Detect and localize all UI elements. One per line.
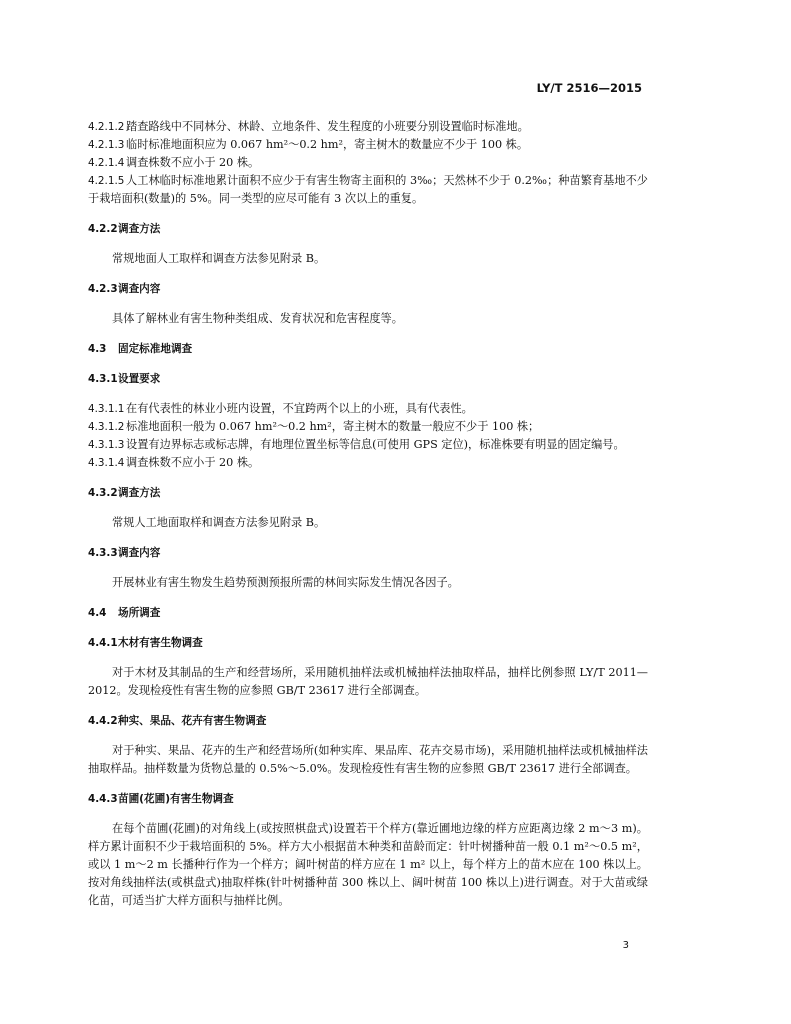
heading-title: 种实、果品、花卉有害生物调查 [118, 715, 267, 727]
clause-text: 调查株数不应小于 20 株。 [126, 456, 260, 469]
clause-text: 调查株数不应小于 20 株。 [126, 156, 260, 169]
clause-text: 在有代表性的林业小班内设置，不宜跨两个以上的小班，具有代表性。 [126, 402, 473, 415]
heading-number: 4.2.3 [88, 283, 118, 295]
heading-4-3-3 [88, 544, 648, 562]
heading-number: 4.4.3 [88, 793, 118, 805]
paragraph-4-4-3: 在每个苗圃(花圃)的对角线上(或按照棋盘式)设置若干个样方(靠近圃地边缘的样方应距离边缘 2 m～3 m)。样方累计面积不少于栽培面积的 5%。样方大小根据苗木种类和苗龄而定：针叶树播种苗一般 0.1 m²～0.5 m²，或以 1 m～2 m 长播种行作为一个样方；阔叶树苗的样方应在 1 m² 以上，每个样方上的苗木应在 100 株以上。按对角线抽样法(或棋盘式)抽取样株(针叶树播种苗 300 株以上、阔叶树苗 100 株以上)进行调查。对于大苗或绿化苗，可适当扩大样方面积与抽样比例。 [88, 822, 648, 907]
heading-title: 调查方法 [118, 487, 161, 499]
heading-4-4-2 [88, 712, 648, 730]
heading-4-4-1 [88, 634, 648, 652]
standard-code: LY/T 2516—2015 [536, 81, 642, 95]
clause-item [88, 436, 648, 454]
heading-title: 设置要求 [118, 373, 161, 385]
page-number: 3 [622, 940, 629, 951]
heading-number: 4.4.1 [88, 637, 118, 649]
heading-4-2-2 [88, 220, 648, 238]
heading-number: 4.3.3 [88, 547, 118, 559]
clause-text: 设置有边界标志或标志牌，有地理位置坐标等信息(可使用 GPS 定位)，标准株要有明显的固定编号。 [126, 438, 625, 451]
paragraph-4-3-3: 开展林业有害生物发生趋势预测预报所需的林间实际发生情况各因子。 [112, 576, 459, 589]
heading-title: 调查内容 [118, 283, 161, 295]
clause-text: 临时标准地面积应为 0.067 hm²～0.2 hm²，寄主树木的数量应不少于 100 株。 [126, 138, 529, 151]
heading-title: 苗圃(花圃)有害生物调查 [118, 793, 234, 805]
heading-title: 木材有害生物调查 [118, 637, 203, 649]
heading-title: 场所调查 [118, 607, 161, 619]
heading-number: 4.4.2 [88, 715, 118, 727]
clause-item [88, 118, 648, 136]
clause-number: 4.3.1.2 [88, 421, 125, 433]
heading-4-2-3 [88, 280, 648, 298]
heading-4-3 [88, 340, 648, 358]
heading-title: 调查内容 [118, 547, 161, 559]
clause-number: 4.2.1.5 [88, 175, 125, 187]
clause-list-4-3-1 [88, 400, 648, 472]
heading-number: 4.3.1 [88, 373, 118, 385]
document-body [88, 118, 648, 922]
heading-4-3-2 [88, 484, 648, 502]
clause-item [88, 136, 648, 154]
heading-number: 4.3.2 [88, 487, 118, 499]
clause-number: 4.3.1.4 [88, 457, 125, 469]
paragraph-4-2-2: 常规地面人工取样和调查方法参见附录 B。 [112, 252, 326, 265]
clause-text: 踏查路线中不同林分、林龄、立地条件、发生程度的小班要分别设置临时标准地。 [126, 120, 529, 133]
clause-number: 4.2.1.4 [88, 157, 125, 169]
heading-4-3-1 [88, 370, 648, 388]
clause-text: 标准地面积一般为 0.067 hm²～0.2 hm²，寄主树木的数量一般应不少于 100 株； [126, 420, 540, 433]
heading-number: 4.3 [88, 343, 107, 355]
heading-number: 4.2.2 [88, 223, 118, 235]
clause-text: 人工林临时标准地累计面积不应少于有害生物寄主面积的 3‰；天然林不少于 0.2‰；种苗繁育基地不少于栽培面积(数量)的 5%。同一类型的应尽可能有 3 次以上的重复。 [88, 174, 648, 205]
paragraph-4-2-3: 具体了解林业有害生物种类组成、发育状况和危害程度等。 [112, 312, 403, 325]
clause-number: 4.3.1.1 [88, 403, 125, 415]
heading-title: 固定标准地调查 [118, 343, 193, 355]
clause-item [88, 154, 648, 172]
clause-number: 4.2.1.2 [88, 121, 125, 133]
clause-list-4-2-1 [88, 118, 648, 208]
clause-item [88, 418, 648, 436]
heading-title: 调查方法 [118, 223, 161, 235]
paragraph-4-4-1: 对于木材及其制品的生产和经营场所，采用随机抽样法或机械抽样法抽取样品，抽样比例参照 LY/T 2011—2012。发现检疫性有害生物的应参照 GB/T 23617 进行全部调查。 [88, 666, 648, 697]
clause-item [88, 400, 648, 418]
paragraph-4-3-2: 常规人工地面取样和调查方法参见附录 B。 [112, 516, 326, 529]
heading-4-4-3 [88, 790, 648, 808]
clause-item [88, 454, 648, 472]
clause-item [88, 172, 648, 208]
clause-number: 4.3.1.3 [88, 439, 125, 451]
paragraph-4-4-2: 对于种实、果品、花卉的生产和经营场所(如种实库、果品库、花卉交易市场)，采用随机抽样法或机械抽样法抽取样品。抽样数量为货物总量的 0.5%～5.0%。发现检疫性有害生物的应参照 GB/T 23617 进行全部调查。 [88, 744, 648, 775]
heading-4-4 [88, 604, 648, 622]
clause-number: 4.2.1.3 [88, 139, 125, 151]
heading-number: 4.4 [88, 607, 107, 619]
